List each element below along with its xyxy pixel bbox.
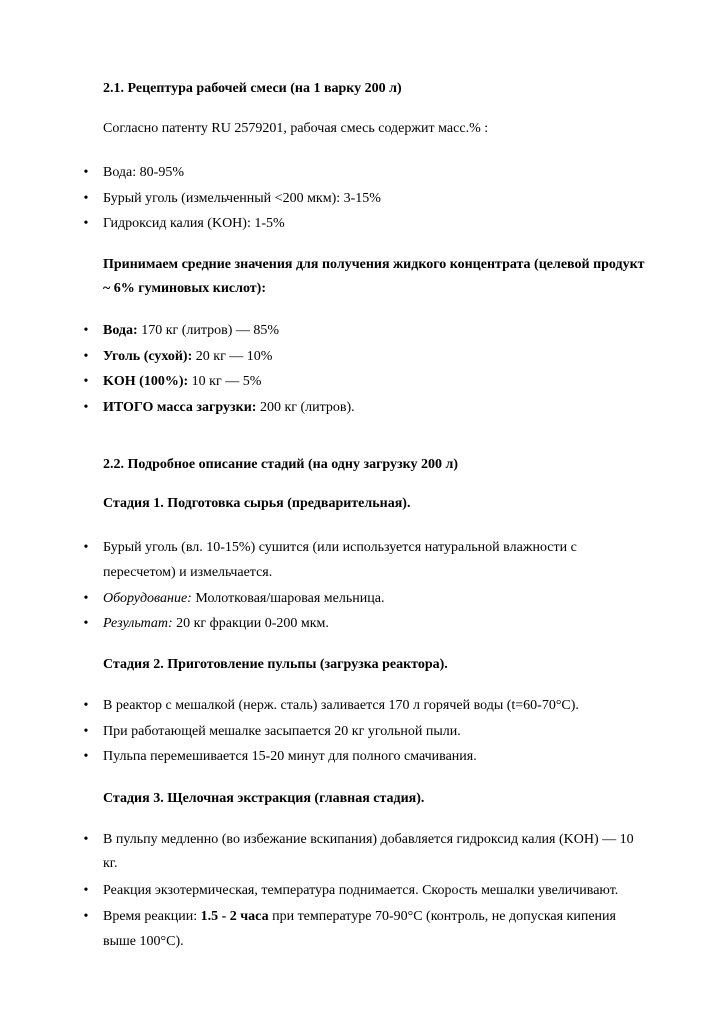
bullet-icon: • xyxy=(83,909,89,924)
stage-2-item: В реактор с мешалкой (нерж. сталь) заливается 170 л горячей воды (t=60-70°C). xyxy=(103,698,579,713)
load-value: 200 кг (литров). xyxy=(256,400,355,415)
bullet-icon: • xyxy=(83,349,89,364)
range-item-koh: Гидроксид калия (KOH): 1-5% xyxy=(103,216,285,231)
load-item-water xyxy=(103,322,279,340)
bullet-icon: • xyxy=(83,400,89,415)
load-value: 10 кг — 5% xyxy=(188,374,262,389)
stage-3-item-1-line-1: В пульпу медленно (во избежание вскипания) добавляется гидроксид калия (KOH) — 10 xyxy=(103,832,634,847)
stage-3-item-3-line-1 xyxy=(103,908,616,926)
stage-3-item-1-line-2: кг. xyxy=(103,856,118,871)
bullet-icon: • xyxy=(83,216,89,231)
range-item-coal: Бурый уголь (измельченный <200 мкм): 3-15% xyxy=(103,191,381,206)
section-2-2-heading: 2.2. Подробное описание стадий (на одну загрузку 200 л) xyxy=(103,457,459,472)
stage-2-title: Стадия 2. Приготовление пульпы (загрузка реактора). xyxy=(103,657,448,672)
load-value: 170 кг (литров) — 85% xyxy=(137,323,280,338)
load-item-coal xyxy=(103,348,272,366)
load-item-koh xyxy=(103,373,261,391)
stage-1-result xyxy=(103,615,329,633)
stage-3-title: Стадия 3. Щелочная экстракция (главная стадия). xyxy=(103,791,425,806)
bullet-icon: • xyxy=(83,374,89,389)
bullet-icon: • xyxy=(83,165,89,180)
stage-1-title: Стадия 1. Подготовка сырья (предварительная). xyxy=(103,496,411,511)
bullet-icon: • xyxy=(83,591,89,606)
load-value: 20 кг — 10% xyxy=(192,349,273,364)
range-item-water: Вода: 80-95% xyxy=(103,165,184,180)
bullet-icon: • xyxy=(83,883,89,898)
average-values-line-2: ~ 6% гуминовых кислот): xyxy=(103,281,266,296)
bullet-icon: • xyxy=(83,749,89,764)
bullet-icon: • xyxy=(83,616,89,631)
reaction-time-value: 1.5 - 2 часа xyxy=(200,909,269,924)
load-label: Уголь (сухой): xyxy=(103,349,193,364)
load-label: KOH (100%): xyxy=(103,374,189,389)
stage-2-item: При работающей мешалке засыпается 20 кг угольной пыли. xyxy=(103,724,461,739)
result-label: Результат: xyxy=(103,616,173,631)
stage-3-item-2: Реакция экзотермическая, температура поднимается. Скорость мешалки увеличивают. xyxy=(103,883,619,898)
patent-intro: Согласно патенту RU 2579201, рабочая смесь содержит масс.% : xyxy=(103,121,489,136)
bullet-icon: • xyxy=(83,323,89,338)
bullet-icon: • xyxy=(83,832,89,847)
reaction-time-prefix: Время реакции: xyxy=(103,909,201,924)
bullet-icon: • xyxy=(83,698,89,713)
load-label: ИТОГО масса загрузки: xyxy=(103,400,257,415)
result-text: 20 кг фракции 0-200 мкм. xyxy=(172,616,329,631)
stage-1-item-line-1: Бурый уголь (вл. 10-15%) сушится (или используется натуральной влажности с xyxy=(103,540,577,555)
stage-3-item-3-line-2: выше 100°C). xyxy=(103,934,184,949)
bullet-icon: • xyxy=(83,540,89,555)
equipment-label: Оборудование: xyxy=(103,591,192,606)
bullet-icon: • xyxy=(83,724,89,739)
section-2-1-heading: 2.1. Рецептура рабочей смеси (на 1 варку 200 л) xyxy=(103,81,402,96)
stage-2-item: Пульпа перемешивается 15-20 минут для полного смачивания. xyxy=(103,749,477,764)
stage-1-item-line-2: пересчетом) и измельчается. xyxy=(103,565,273,580)
average-values-line-1: Принимаем средние значения для получения жидкого концентрата (целевой продукт xyxy=(103,257,645,272)
equipment-text: Молотковая/шаровая мельница. xyxy=(191,591,385,606)
reaction-time-suffix: при температуре 70-90°C (контроль, не допуская кипения xyxy=(268,909,616,924)
load-label: Вода: xyxy=(103,323,138,338)
bullet-icon: • xyxy=(83,191,89,206)
load-item-total xyxy=(103,399,355,417)
stage-1-equipment xyxy=(103,590,384,608)
